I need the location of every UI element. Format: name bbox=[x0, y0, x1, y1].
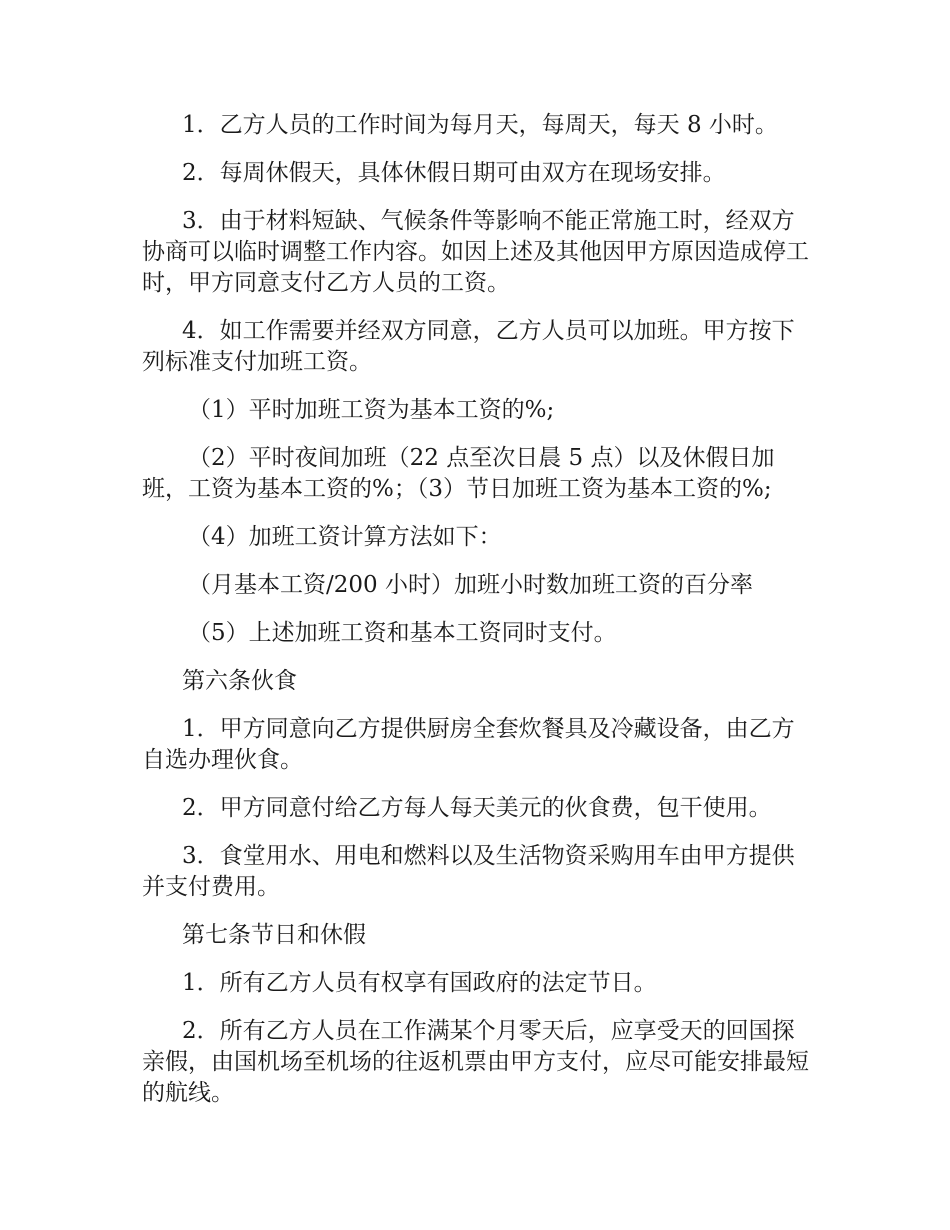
paragraph-overtime-item-2-3: （2）平时夜间加班（22 点至次日晨 5 点）以及休假日加班，工资为基本工资的%；（3）节日加班工资为基本工资的%; bbox=[142, 445, 775, 502]
paragraph-meal-allowance: 2．甲方同意付给乙方每人每天美元的伙食费，包干使用。 bbox=[182, 795, 772, 821]
paragraph-weekly-leave: 2．每周休假天，具体休假日期可由双方在现场安排。 bbox=[182, 160, 726, 186]
paragraph-utilities: 3．食堂用水、用电和燃料以及生活物资采购用车由甲方提供并支付费用。 bbox=[142, 843, 795, 900]
paragraph-overtime-item-1: （1）平时加班工资为基本工资的%; bbox=[188, 397, 555, 423]
paragraph-overtime-item-5: （5）上述加班工资和基本工资同时支付。 bbox=[188, 620, 617, 646]
paragraph-overtime-item-4: （4）加班工资计算方法如下： bbox=[188, 524, 502, 550]
paragraph-home-leave: 2．所有乙方人员在工作满某个月零天后，应享受天的回国探亲假，由国机场至机场的往返机票由甲方支付，应尽可能安排最短的航线。 bbox=[142, 1018, 809, 1106]
document-page bbox=[142, 110, 814, 1126]
section-heading-holidays: 第七条节日和休假 bbox=[182, 922, 366, 948]
paragraph-overtime-formula: （月基本工资/200 小时）加班小时数加班工资的百分率 bbox=[188, 572, 753, 598]
paragraph-public-holidays: 1．所有乙方人员有权享有国政府的法定节日。 bbox=[182, 970, 657, 996]
paragraph-work-adjustment: 3．由于材料短缺、气候条件等影响不能正常施工时，经双方协商可以临时调整工作内容。如因上述及其他因甲方原因造成停工时，甲方同意支付乙方人员的工资。 bbox=[142, 208, 809, 296]
paragraph-work-hours: 1．乙方人员的工作时间为每月天，每周天，每天 8 小时。 bbox=[182, 112, 778, 138]
paragraph-kitchen: 1．甲方同意向乙方提供厨房全套炊餐具及冷藏设备，由乙方自选办理伙食。 bbox=[142, 716, 795, 773]
paragraph-overtime: 4．如工作需要并经双方同意，乙方人员可以加班。甲方按下列标准支付加班工资。 bbox=[142, 318, 795, 375]
section-heading-meals: 第六条伙食 bbox=[182, 668, 297, 694]
